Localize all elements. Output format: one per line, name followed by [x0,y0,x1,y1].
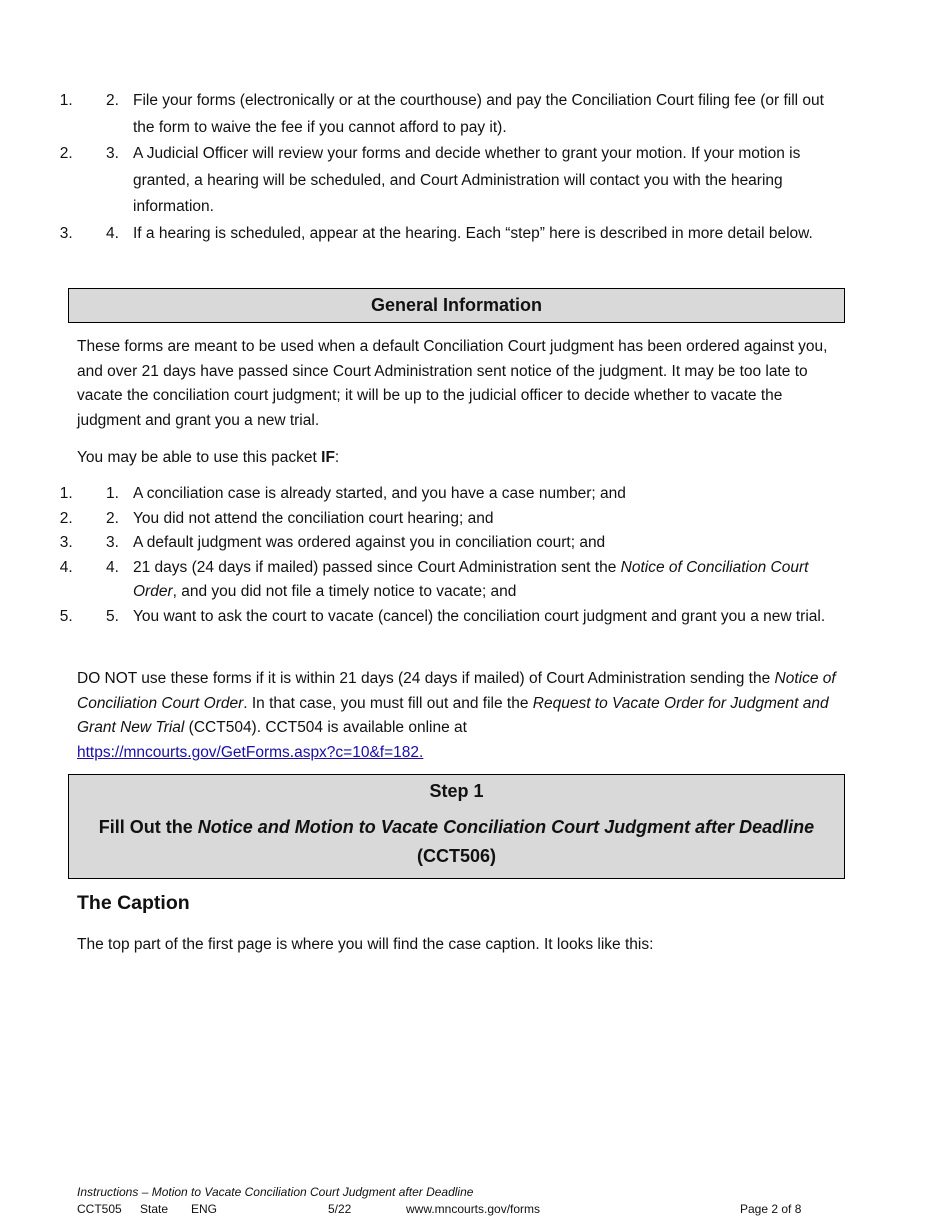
list-text: , and you did not file a timely notice to vacate; and [172,583,517,600]
list-text: You want to ask the court to vacate (cancel) the conciliation court judgment and grant you a new trial. [133,607,826,625]
intro-bold-if: IF [321,449,335,466]
intro-text: You may be able to use this packet [77,449,322,466]
do-not-use-paragraph [77,667,845,765]
cct504-forms-link[interactable]: https://mncourts.gov/GetForms.aspx?c=10&f=182. [77,743,424,761]
paragraph-text: (CCT504). CCT504 is available online at [184,719,467,736]
step-subtitle [69,813,844,842]
step-form-code: (CCT506) [416,846,496,866]
list-number: 1. 1. [106,485,119,502]
list-item [77,88,837,141]
footer-state: State [140,1202,169,1216]
footer-page-number: Page 2 of 8 [740,1202,802,1216]
list-item [77,556,837,605]
list-item [77,221,837,248]
steps-overview-list [77,88,837,247]
list-number: 2. 2. [106,509,119,527]
footer-url: www.mncourts.gov/forms [406,1202,541,1216]
list-text: 21 days (24 days if mailed) passed since Court Administration sent the [133,558,621,576]
list-text: A Judicial Officer will review your forms and decide whether to grant your motion. If your motion is granted, a hearing will be scheduled, and Court Administration will contact you with the hearing information. [133,145,801,215]
list-item [77,507,837,532]
footer-title: Instructions – Motion to Vacate Conciliation Court Judgment after Deadline [77,1185,474,1199]
paragraph-text: DO NOT use these forms if it is within 21 days (24 days if mailed) of Court Administration sending the [77,670,775,687]
list-item [77,531,837,556]
list-text: A default judgment was ordered against you in conciliation court; and [133,534,606,551]
list-number: 5. 5. [106,607,119,625]
packet-eligibility-intro [77,446,845,471]
list-item [77,482,837,507]
caption-paragraph: The top part of the first page is where you will find the case caption. It looks like this: [77,936,654,953]
eligibility-conditions-list [77,482,837,629]
list-text: File your forms (electronically or at the courthouse) and pay the Conciliation Court filing fee (or fill out the form to waive the fee if you cannot afford to pay it). [133,92,824,136]
list-text: A conciliation case is already started, and you have a case number; and [133,485,626,502]
step-title: Step 1 [429,781,484,801]
general-information-header-box [68,288,845,323]
footer-form-code: CCT505 [77,1202,122,1216]
paragraph-text: . In that case, you must fill out and file the [243,694,533,712]
general-info-paragraph: These forms are meant to be used when a default Conciliation Court judgment has been ordered against you, and over 21 days have passed since Court Administration sent notice of the judgment. It may be too late to vacate the conciliation court judgment; it will be up to the judicial officer to decide whether to vacate the judgment and grant you a new trial. [77,338,828,429]
list-number: 1. 2. [106,92,119,109]
footer-language: ENG [191,1202,218,1216]
list-text: If a hearing is scheduled, appear at the hearing. Each “step” here is described in more detail below. [133,224,813,242]
list-item [77,605,837,630]
footer-date: 5/22 [328,1202,352,1216]
list-number: 3. 3. [106,534,119,551]
list-item [77,141,837,221]
paragraph-italic: Request to Vacate Order for Judgment and Grant New Trial [77,694,829,736]
section-heading: General Information [370,295,543,315]
intro-colon: : [334,449,340,466]
list-number: 3. 4. [106,224,119,242]
list-text: You did not attend the conciliation court hearing; and [133,509,494,527]
step-subtitle-prefix: Fill Out the [98,817,198,837]
caption-heading: The Caption [77,892,190,914]
step-subtitle-form-name: Notice and Motion to Vacate Conciliation Court Judgment after Deadline [197,817,815,837]
list-text-italic: Notice of Conciliation Court Order [133,558,809,600]
step1-header-box [68,774,845,879]
list-number: 4. 4. [106,558,119,576]
paragraph-italic: Notice of Conciliation Court Order [77,670,836,712]
list-number: 2. 3. [106,145,119,162]
